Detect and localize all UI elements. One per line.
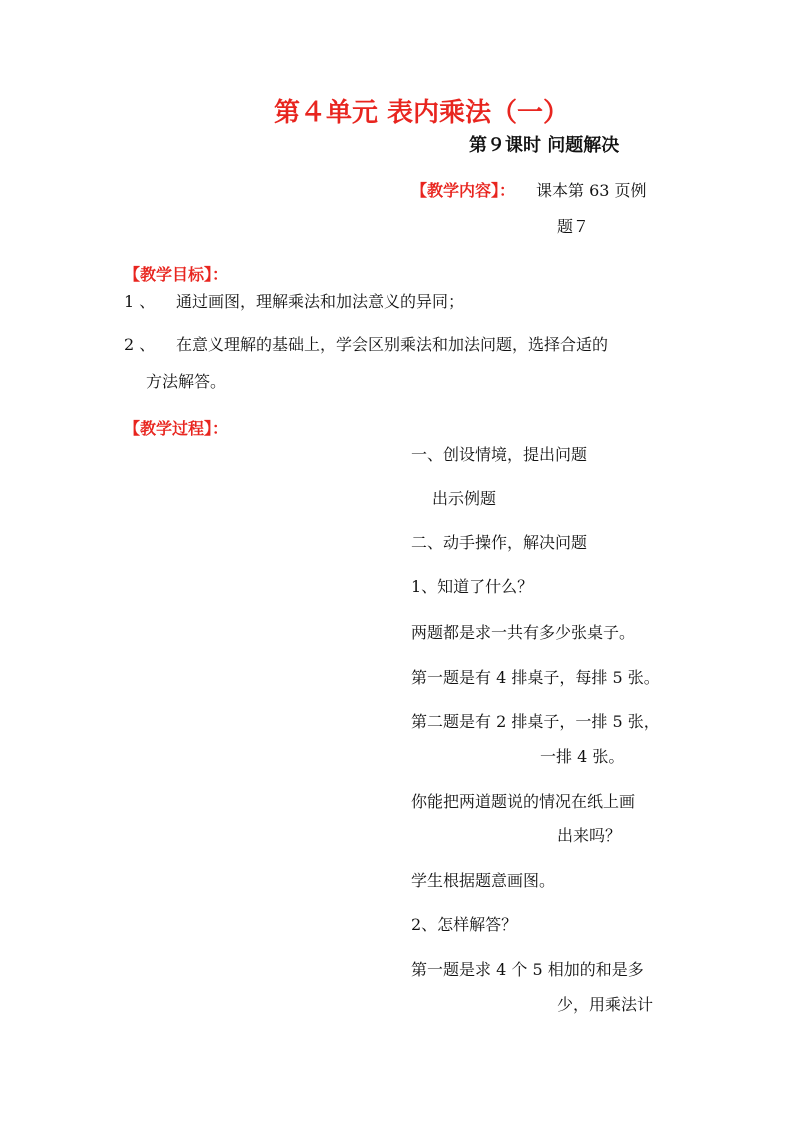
goal-text-1: 通过画图，理解乘法和加法意义的异同； (176, 292, 465, 311)
process-line: 少，用乘法计 (557, 995, 654, 1014)
content-value-line1: 课本第 63 页例 (536, 181, 647, 200)
process-line: 2、怎样解答？ (411, 915, 518, 934)
goal-text-2-line2: 方法解答。 (146, 372, 227, 391)
process-line: 第一题是有 4 排桌子，每排 5 张。 (411, 668, 660, 687)
page-title: 第４单元 表内乘法（一） (274, 98, 570, 128)
process-line: 1、知道了什么？ (411, 577, 534, 596)
process-line: 一排 4 张。 (540, 747, 625, 766)
process-line: 学生根据题意画图。 (411, 871, 556, 890)
goal-number-2: 2 、 (124, 335, 156, 354)
process-line: 第二题是有 2 排桌子，一排 5 张， (411, 712, 660, 731)
process-label: 【教学过程】： (124, 419, 229, 438)
content-label: 【教学内容】： (411, 181, 516, 200)
process-line: 两题都是求一共有多少张桌子。 (411, 623, 636, 642)
lesson-subtitle: 第９课时 问题解决 (469, 135, 620, 156)
process-line: 第一题是求 4 个 5 相加的和是多 (411, 960, 644, 979)
process-line: 一、创设情境，提出问题 (411, 445, 588, 464)
process-line: 出示例题 (432, 489, 497, 508)
goal-number-1: 1 、 (124, 292, 156, 311)
process-line: 二、动手操作，解决问题 (411, 533, 588, 552)
content-value-line2: 题７ (557, 217, 590, 236)
process-line: 出来吗？ (557, 826, 622, 845)
goals-label: 【教学目标】： (124, 265, 229, 284)
process-line: 你能把两道题说的情况在纸上画 (411, 792, 636, 811)
goal-text-2-line1: 在意义理解的基础上，学会区别乘法和加法问题，选择合适的 (176, 335, 609, 354)
